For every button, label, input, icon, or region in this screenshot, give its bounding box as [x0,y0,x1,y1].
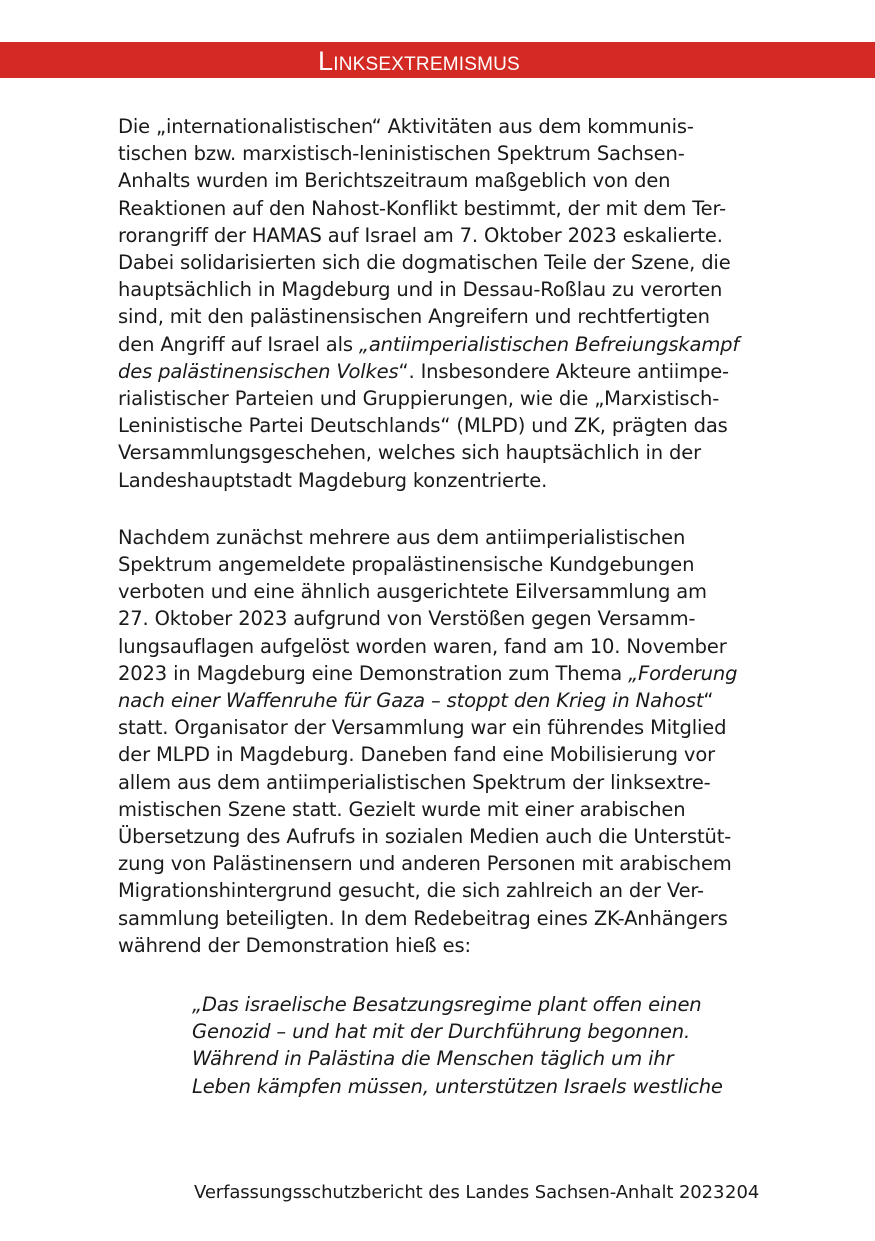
text-segment: 27. Oktober 2023 aufgrund von Verstößen gegen Versamm- [118,607,696,631]
text-segment: den Angriff auf Israel als [118,332,359,356]
text-line [118,222,758,249]
text-segment: “ [703,689,714,713]
text-segment: mistischen Szene statt. Gezielt wurde mit einer arabischen [118,797,686,821]
text-line [118,167,758,194]
text-line [118,769,758,796]
text-line [118,823,758,850]
text-line [118,633,758,660]
italic-quote-segment: des palästinensischen Volkes [118,359,399,383]
text-segment: allem aus dem antiimperialistischen Spektrum der linksextre- [118,770,711,794]
text-line [118,331,758,358]
text-segment: sind, mit den palästinensischen Angreifern und rechtfertigten [118,305,710,329]
text-line [118,113,758,140]
text-line [118,358,758,385]
text-segment: Die „internationalistischen“ Aktivitäten aus dem kommunis- [118,115,694,138]
text-segment: tischen bzw. marxistisch-leninistischen Spektrum Sachsen- [118,142,685,166]
text-line [118,467,758,494]
text-line [118,276,758,303]
text-line [118,905,758,932]
italic-quote-segment: „Forderung [628,661,738,685]
text-segment: Leninistische Partei Deutschlands“ (MLPD) und ZK, prägten das [118,414,728,438]
text-line [118,796,758,823]
chapter-header-band [0,42,875,78]
text-segment: Reaktionen auf den Nahost-Konflikt bestimmt, der mit dem Ter- [118,196,727,220]
text-line [118,605,758,632]
text-segment: verboten und eine ähnlich ausgerichtete Eilversammlung am [118,580,707,604]
text-line [118,877,758,904]
quote-line: Genozid – und hat mit der Durchführung begonnen. [192,1020,690,1044]
body-text [118,113,758,959]
text-segment: hauptsächlich in Magdeburg und in Dessau-Roßlau zu verorten [118,278,723,302]
text-line [118,439,758,466]
text-segment: Anhalts wurden im Berichtszeitraum maßgeblich von den [118,169,671,193]
text-segment: der MLPD in Magdeburg. Daneben fand eine Mobilisierung vor [118,743,715,767]
text-line [118,303,758,330]
text-segment: 2023 in Magdeburg eine Demonstration zum Thema [118,661,629,685]
block-quote [192,991,752,1100]
text-line [118,385,758,412]
paragraph-1 [118,113,758,494]
text-line [118,741,758,768]
italic-quote-segment: „antiimperialistischen Befreiungskampf [358,332,740,356]
text-line [118,551,758,578]
text-segment: statt. Organisator der Versammlung war ein führendes Mitglied [118,716,727,740]
text-segment: Versammlungsgeschehen, welches sich hauptsächlich in der [118,441,701,465]
text-line [118,932,758,959]
text-segment: rialistischer Parteien und Gruppierungen, wie die „Marxistisch- [118,387,720,411]
text-line [118,140,758,167]
text-segment: zung von Palästinensern und anderen Personen mit arabischem [118,852,732,876]
text-line [118,660,758,687]
paragraph-2 [118,524,758,959]
page-number: 204 [725,1182,760,1203]
text-line [118,850,758,877]
text-segment: Übersetzung des Aufrufs in sozialen Medien auch die Unterstüt- [118,825,732,849]
quote-line: „Das israelische Besatzungsregime plant offen einen [192,993,702,1016]
italic-quote-segment: nach einer Waffenruhe für Gaza – stoppt den Krieg in Nahost [118,689,704,713]
text-segment: während der Demonstration hieß es: [118,933,471,957]
text-line [118,249,758,276]
text-segment: lungsauflagen aufgelöst worden waren, fand am 10. November [118,634,727,658]
text-line [118,714,758,741]
text-line [118,578,758,605]
quote-line: Während in Palästina die Menschen täglich um ihr [192,1047,674,1071]
text-segment: Dabei solidarisierten sich die dogmatischen Teile der Szene, die [118,251,731,275]
text-segment: Nachdem zunächst mehrere aus dem antiimperialistischen [118,525,686,549]
text-segment: Spektrum angemeldete propalästinensische Kundgebungen [118,553,695,577]
text-line [118,412,758,439]
text-segment: Landeshauptstadt Magdeburg konzentrierte. [118,468,548,492]
chapter-title: Linksextremismus [318,46,520,76]
text-line [118,687,758,714]
quote-line: Leben kämpfen müssen, unterstützen Israels westliche [192,1074,723,1098]
text-segment: Migrationshintergrund gesucht, die sich zahlreich an der Ver- [118,879,704,903]
text-segment: sammlung beteiligten. In dem Redebeitrag eines ZK-Anhängers [118,906,728,930]
text-segment: rorangriff der HAMAS auf Israel am 7. Oktober 2023 eskalierte. [118,223,723,247]
text-line [118,195,758,222]
text-segment: “. Insbesondere Akteure antiimpe- [398,359,729,383]
footer-publication-title: Verfassungsschutzbericht des Landes Sachsen-Anhalt 2023 [194,1182,725,1203]
text-line [118,524,758,551]
